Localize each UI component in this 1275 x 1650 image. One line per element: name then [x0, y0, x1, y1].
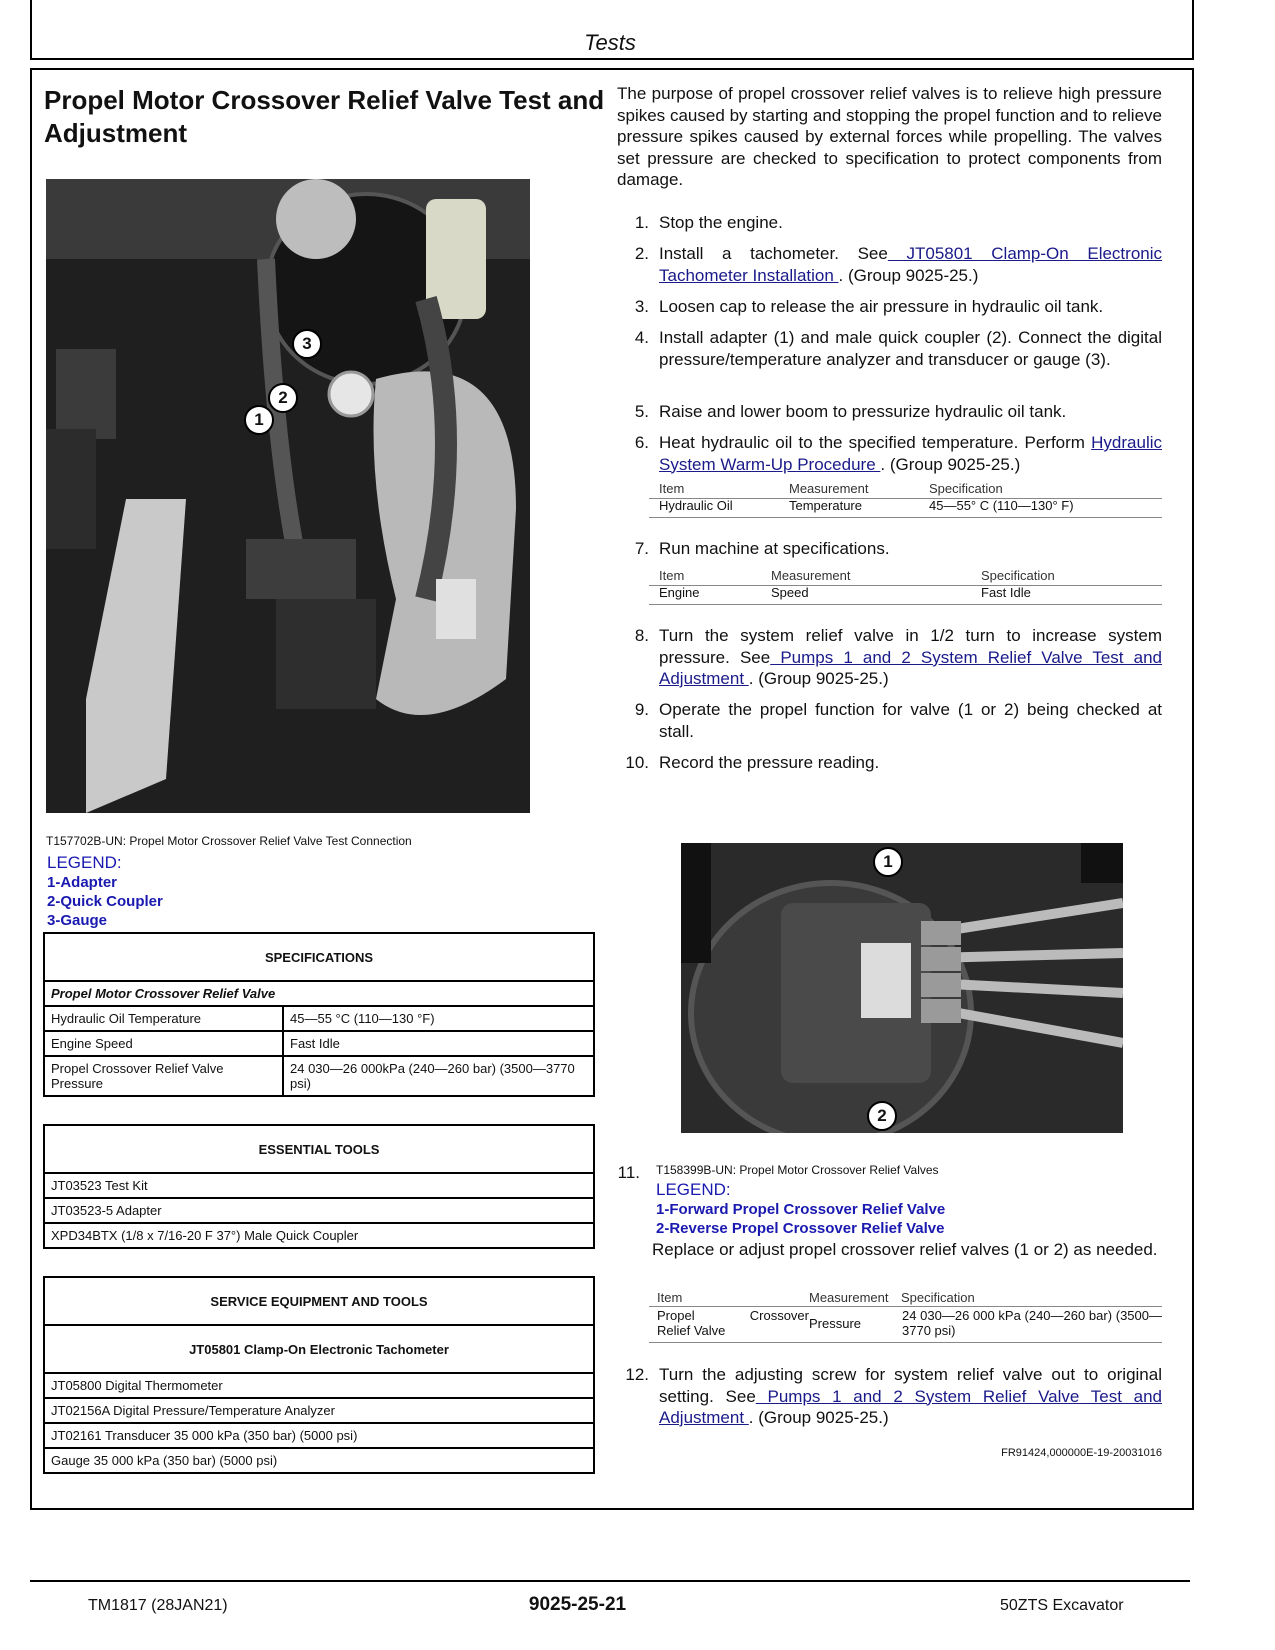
step-6: 6. Heat hydraulic oil to the specified temperature. Perform Hydraulic System Warm-Up Procedure . (Group 9025-25.): [634, 433, 1162, 474]
step-1: 1. Stop the engine.: [634, 213, 783, 232]
step-3: 3. Loosen cap to release the air pressure in hydraulic oil tank.: [634, 297, 1104, 316]
service-equipment-subheader: JT05801 Clamp-On Electronic Tachometer: [44, 1325, 594, 1373]
divider: [649, 604, 1162, 605]
step-8: 8. Turn the system relief valve in 1/2 turn to increase system pressure. See Pumps 1 and 2 System Relief Valve Test and Adjustment . (Group 9025-25.): [634, 626, 1162, 688]
table-row: Hydraulic Oil Temperature 45—55 °C (110—130 °F): [44, 1006, 594, 1031]
page-title: Propel Motor Crossover Relief Valve Test and Adjustment: [44, 85, 605, 148]
relief-valve-test-link-2[interactable]: Pumps 1 and 2 System Relief Valve Test and Adjustment: [659, 1386, 1162, 1427]
table-row: JT02161 Transducer 35 000 kPa (350 bar) (5000 psi): [44, 1423, 594, 1448]
step-2: 2. Install a tachometer. See JT05801 Clamp-On Electronic Tachometer Installation . (Group 9025-25.): [634, 244, 1163, 285]
mini-table-pressure-spec: 24 030—26 000 kPa (240—260 bar) (3500—3770 psi): [902, 1308, 1162, 1338]
mini-table-pressure-measurement: Pressure: [809, 1316, 862, 1331]
table-row: JT03523 Test Kit: [44, 1173, 594, 1198]
divider: [649, 498, 1162, 499]
document-id: FR91424,000000E-19-20031016: [1001, 1447, 1162, 1459]
table-row: JT02156A Digital Pressure/Temperature Analyzer: [44, 1398, 594, 1423]
table-row: JT03523-5 Adapter: [44, 1198, 594, 1223]
section-heading: Tests: [584, 30, 636, 55]
mini-table-oil: Item Measurement Specification Hydraulic Oil Temperature 45—55° C (110—130° F): [659, 481, 1074, 513]
table-row: Engine Speed Fast Idle: [44, 1031, 594, 1056]
figure1-legend-item: 1-Adapter: [47, 874, 118, 891]
footer-manual-id: TM1817 (28JAN21): [88, 1597, 228, 1614]
figure1-legend-title: LEGEND:: [47, 853, 122, 872]
callout-1: 1: [873, 847, 903, 877]
divider: [649, 517, 1162, 518]
essential-tools-table: [43, 1124, 595, 1249]
step-7: 7. Run machine at specifications.: [634, 539, 890, 558]
warm-up-procedure-link[interactable]: Hydraulic System Warm-Up Procedure: [659, 433, 1162, 474]
tachometer-installation-link[interactable]: JT05801 Clamp-On Electronic Tachometer Installation: [659, 244, 1163, 285]
mini-table-pressure-item: Propel Crossover Relief Valve: [657, 1308, 809, 1338]
mini-table-pressure: Item Measurement Specification: [657, 1290, 975, 1305]
callout-2: 2: [867, 1101, 897, 1131]
step-9: 9. Operate the propel function for valve (1 or 2) being checked at stall.: [634, 700, 1162, 741]
figure1-legend-item: 3-Gauge: [47, 912, 108, 929]
step-4: 4. Install adapter (1) and male quick coupler (2). Connect the digital pressure/temperature analyzer and transducer or gauge (3).: [634, 328, 1162, 369]
essential-tools-header: ESSENTIAL TOOLS: [44, 1125, 594, 1173]
callout-2: 2: [268, 383, 298, 413]
callout-1: 1: [244, 405, 274, 435]
specifications-table: [43, 932, 595, 1097]
crossover-relief-valves-photo: [681, 843, 1123, 1133]
figure2-caption: T158399B-UN: Propel Motor Crossover Relief Valves: [656, 1163, 939, 1177]
intro-paragraph: The purpose of propel crossover relief valves is to relieve high pressure spikes caused by starting and stopping the propel function and to relieve pressure spikes caused by external forces while propelling. The valves set pressure are checked to specification to protect components from damage.: [617, 84, 1162, 189]
step-12: 12. Turn the adjusting screw for system relief valve out to original setting. See Pumps 1 and 2 System Relief Valve Test and Adjustment . (Group 9025-25.): [625, 1365, 1162, 1427]
footer-model: 50ZTS Excavator: [1000, 1597, 1124, 1614]
figure1-caption: T157702B-UN: Propel Motor Crossover Relief Valve Test Connection: [46, 834, 412, 848]
test-connection-photo: [46, 179, 530, 813]
table-row: XPD34BTX (1/8 x 7/16-20 F 37°) Male Quick Coupler: [44, 1223, 594, 1248]
service-equipment-header: SERVICE EQUIPMENT AND TOOLS: [44, 1277, 594, 1325]
table-row: Propel Crossover Relief Valve Pressure 24 030—26 000kPa (240—260 bar) (3500—3770 psi): [44, 1056, 594, 1096]
step-11-number: 11.: [617, 1163, 640, 1182]
specifications-subheader: Propel Motor Crossover Relief Valve: [44, 981, 594, 1006]
divider: [649, 1306, 1162, 1307]
divider: [649, 1342, 1162, 1343]
step-11-text: Replace or adjust propel crossover relief valves (1 or 2) as needed.: [652, 1240, 1158, 1259]
figure2-legend-title: LEGEND:: [656, 1180, 731, 1199]
service-equipment-table: [43, 1276, 595, 1474]
step-10: 10. Record the pressure reading.: [625, 753, 880, 772]
callout-3: 3: [292, 329, 322, 359]
specifications-header: SPECIFICATIONS: [44, 933, 594, 981]
table-row: Gauge 35 000 kPa (350 bar) (5000 psi): [44, 1448, 594, 1473]
relief-valve-test-link[interactable]: Pumps 1 and 2 System Relief Valve Test and Adjustment: [659, 647, 1162, 688]
figure2-legend-item: 2-Reverse Propel Crossover Relief Valve: [656, 1220, 945, 1237]
footer-page-number: 9025-25-21: [528, 1594, 627, 1615]
footer-rule: [30, 1580, 1190, 1582]
figure1-legend-item: 2-Quick Coupler: [47, 893, 163, 910]
mini-table-engine: Item Measurement Specification Engine Speed Fast Idle: [659, 568, 1055, 600]
divider: [649, 585, 1162, 586]
figure2-legend-item: 1-Forward Propel Crossover Relief Valve: [656, 1201, 946, 1218]
table-row: JT05800 Digital Thermometer: [44, 1373, 594, 1398]
step-5: 5. Raise and lower boom to pressurize hydraulic oil tank.: [634, 402, 1067, 421]
